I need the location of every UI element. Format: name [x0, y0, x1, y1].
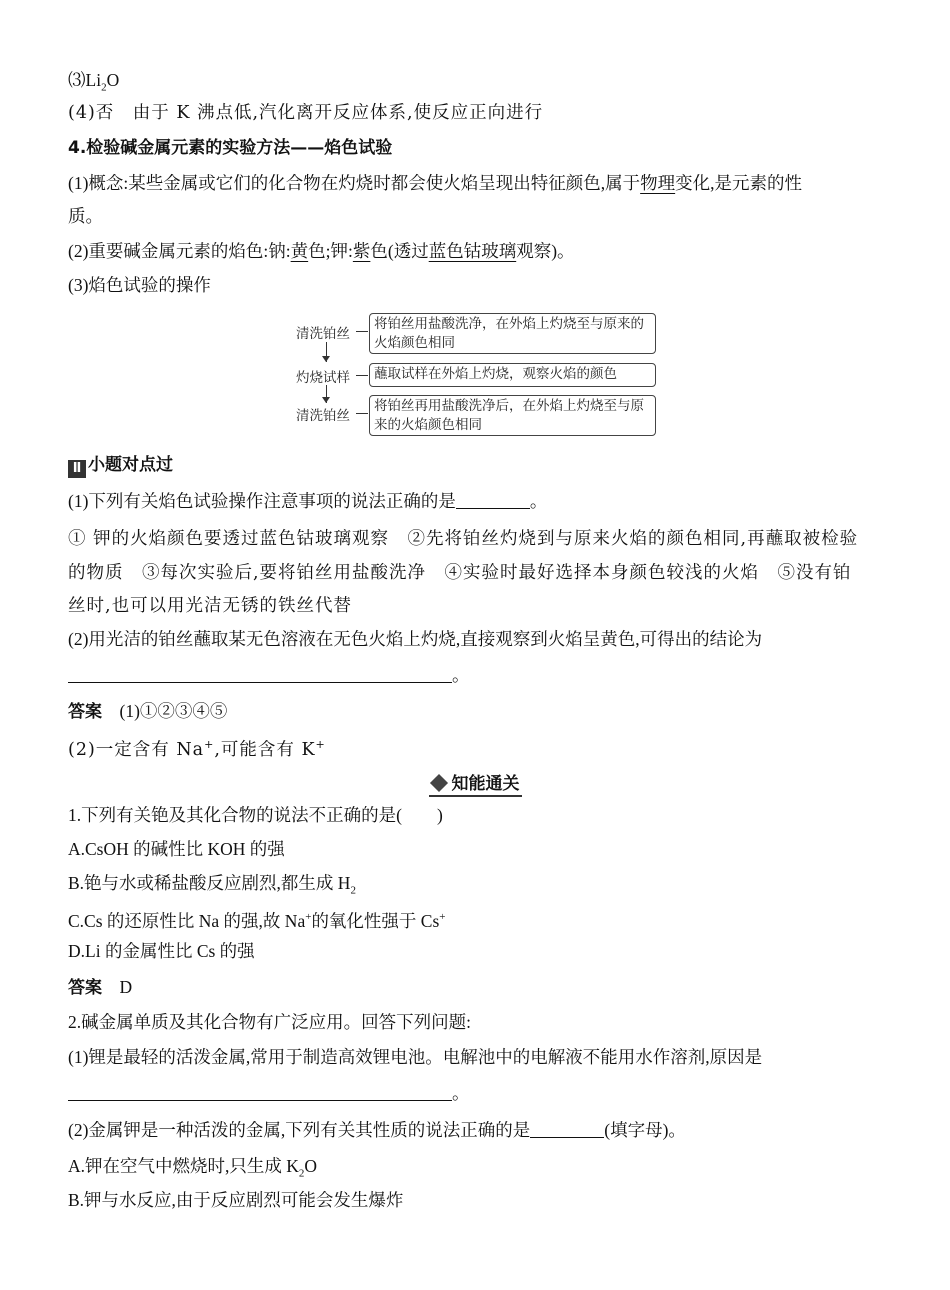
section-marker-icon: Ⅱ	[68, 460, 86, 478]
answer-blank[interactable]	[68, 664, 452, 683]
diamond-icon	[429, 774, 447, 792]
concept-line: (1)概念:某些金属或它们的化合物在灼烧时都会使火焰呈现出特征颜色,属于物理变化,是元素的性	[68, 173, 803, 193]
flow-connector	[356, 375, 368, 376]
question-2-blank-line: 。	[68, 663, 470, 687]
problem-1: 1.下列有关铯及其化合物的说法不正确的是( )	[68, 805, 443, 825]
flow-connector	[356, 331, 368, 332]
section-heading-4: 4.检验碱金属元素的实验方法——焰色试验	[68, 138, 393, 158]
flow-step-2: 灼烧试样	[296, 370, 350, 386]
options-line-2: 的物质 ③每次实验后,要将铂丝用盐酸洗净 ④实验时最好选择本身颜色较浅的火焰 ⑤没有铂	[68, 563, 852, 583]
flow-step-1: 清洗铂丝	[296, 326, 350, 342]
problem-2-option-a: A.钾在空气中燃烧时,只生成 $K_2O$	[68, 1156, 318, 1180]
section-title-mastery: 知能通关	[0, 769, 950, 797]
problem-1-option-a: A.CsOH 的碱性比 KOH 的强	[68, 839, 285, 859]
problem-2-option-b: B.钾与水反应,由于反应剧烈可能会发生爆炸	[68, 1190, 404, 1210]
answer-blank[interactable]	[530, 1119, 604, 1138]
problem-2-part-2: (2)金属钾是一种活泼的金属,下列有关其性质的说法正确的是 (填字母)。	[68, 1120, 686, 1140]
answer-line-1: 答案 (1)①②③④⑤	[68, 701, 228, 722]
line-answer-4: (4)否 由于 K 沸点低,汽化离开反应体系,使反应正向进行	[68, 103, 544, 123]
operation-heading: (3)焰色试验的操作	[68, 275, 211, 295]
flow-step-3: 清洗铂丝	[296, 408, 350, 424]
problem-1-option-c: C.Cs 的还原性比 Na 的强,故 Na+的氧化性强于 Cs+	[68, 910, 446, 931]
options-line-3: 丝时,也可以用光洁无锈的铁丝代替	[68, 596, 353, 616]
problem-1-option-b: B.铯与水或稀盐酸反应剧烈,都生成 $H_2$	[68, 873, 356, 897]
question-2: (2)用光洁的铂丝蘸取某无色溶液在无色火焰上灼烧,直接观察到火焰呈黄色,可得出的结论为	[68, 629, 763, 649]
answer-blank[interactable]	[68, 1082, 452, 1101]
flame-color-line: (2)重要碱金属元素的焰色:钠:黄色;钾:紫色(透过蓝色钴玻璃观察)。	[68, 241, 575, 261]
problem-1-option-d: D.Li 的金属性比 Cs 的强	[68, 941, 255, 961]
problem-1-answer: 答案 D	[68, 977, 133, 998]
arrowhead-icon	[322, 356, 330, 362]
options-line-1: ① 钾的火焰颜色要透过蓝色钴玻璃观察 ②先将铂丝灼烧到与原来火焰的颜色相同,再蘸取被检验	[68, 529, 859, 549]
answer-line-2: (2)一定含有 Na+,可能含有 K+	[68, 738, 326, 760]
flow-box-3: 将铂丝再用盐酸洗净后，在外焰上灼烧至与原来的火焰颜色相同	[369, 395, 656, 436]
arrowhead-icon	[322, 397, 330, 403]
question-1: (1)下列有关焰色试验操作注意事项的说法正确的是 。	[68, 491, 548, 511]
flow-box-2: 蘸取试样在外焰上灼烧，观察火焰的颜色	[369, 363, 656, 387]
problem-2: 2.碱金属单质及其化合物有广泛应用。回答下列问题:	[68, 1012, 471, 1032]
flow-box-1: 将铂丝用盐酸洗净，在外焰上灼烧至与原来的火焰颜色相同	[369, 313, 656, 354]
concept-line-cont: 质。	[68, 206, 103, 226]
answer-blank[interactable]	[456, 490, 530, 509]
flow-connector	[356, 413, 368, 414]
section-title-practice: Ⅱ 小题对点过	[68, 453, 173, 478]
problem-2-part-1-blank: 。	[68, 1081, 470, 1105]
problem-2-part-1: (1)锂是最轻的活泼金属,常用于制造高效锂电池。电解池中的电解液不能用水作溶剂,原因是	[68, 1047, 763, 1067]
line-li2o: $⑶Li_2O$	[68, 70, 120, 94]
